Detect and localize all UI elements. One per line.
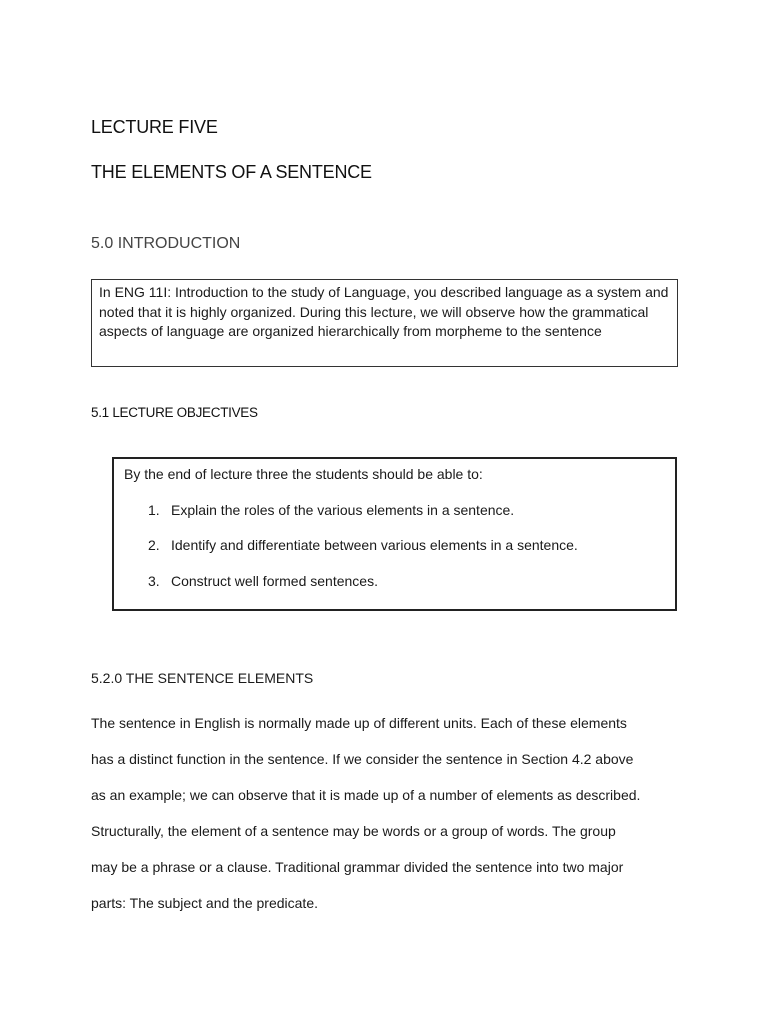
introduction-text: In ENG 11I: Introduction to the study of Language, you described language as a system and noted that it is highly organized. During this lecture, we will observe how the grammatical aspects of language are organized hierarchically from morpheme to the sentence [99,284,669,339]
lecture-title: LECTURE FIVE [91,117,218,137]
paragraph-line: as an example; we can observe that it is made up of a number of elements as described. [91,787,641,803]
objective-text: Construct well formed sentences. [171,573,378,589]
objective-item [148,572,378,590]
objective-text: Identify and differentiate between various elements in a sentence. [171,537,578,553]
objective-number: 2. [148,537,160,553]
paragraph-line: may be a phrase or a clause. Traditional grammar divided the sentence into two major [91,859,624,875]
lecture-subtitle: THE ELEMENTS OF A SENTENCE [91,162,372,182]
objective-number: 1. [148,502,160,518]
objective-number: 3. [148,573,160,589]
objectives-heading: 5.1 LECTURE OBJECTIVES [91,405,258,420]
objective-item [148,536,578,554]
paragraph-line: Structurally, the element of a sentence may be words or a group of words. The group [91,823,616,839]
paragraph-line: has a distinct function in the sentence. If we consider the sentence in Section 4.2 above [91,751,634,767]
objectives-box [112,457,677,611]
objective-text: Explain the roles of the various elements in a sentence. [171,502,515,518]
objectives-intro: By the end of lecture three the students should be able to: [124,466,483,482]
introduction-heading: 5.0 INTRODUCTION [91,235,241,252]
objective-item [148,501,514,519]
paragraph-line: The sentence in English is normally made up of different units. Each of these elements [91,715,627,731]
body-paragraph [91,714,691,930]
sentence-elements-heading: 5.2.0 THE SENTENCE ELEMENTS [91,670,314,686]
paragraph-line: parts: The subject and the predicate. [91,895,318,911]
introduction-box [91,279,678,367]
